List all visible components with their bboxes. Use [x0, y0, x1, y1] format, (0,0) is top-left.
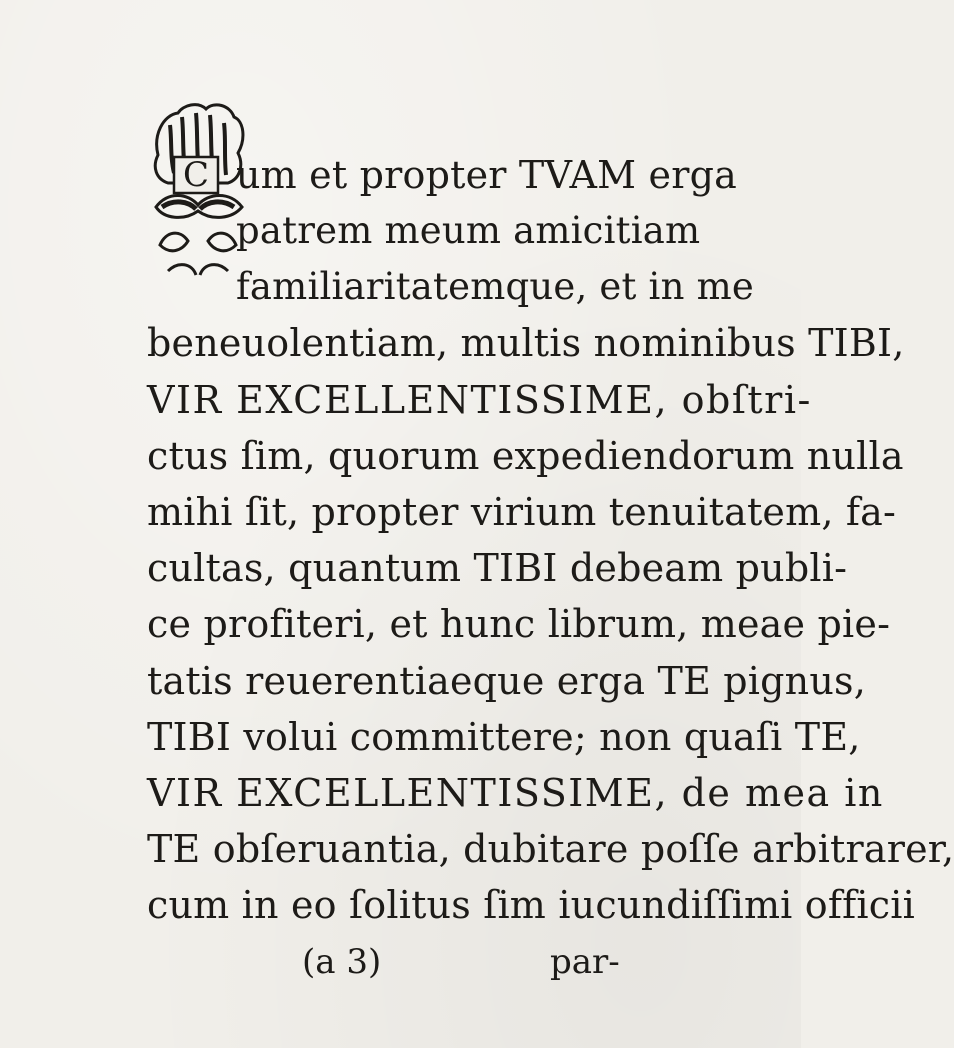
text-line: um et propter TVAM erga [236, 153, 737, 197]
text-line: cultas, quantum TIBI debeam publi- [147, 546, 848, 590]
decorated-initial-c-icon [148, 95, 248, 300]
text-line: tatis reuerentiaeque erga TE pignus, [147, 659, 867, 703]
svg-text:C: C [182, 155, 210, 195]
catchword: par- [550, 942, 620, 982]
text-line: cum in eo ſolitus ſim iucundiſſimi officii [147, 883, 915, 927]
text-line: TE obſeruantia, dubitare poſſe arbitrarer, [147, 827, 954, 871]
text-line: ctus ſim, quorum expediendorum nulla [147, 434, 904, 478]
text-line: familiaritatemque, et in me [236, 265, 754, 308]
text-line: VIR EXCELLENTISSIME, obſtri- [147, 378, 812, 422]
signature-mark: (a 3) [302, 942, 382, 982]
text-line: TIBI volui committere; non quaſi TE, [147, 715, 861, 759]
text-line: patrem meum amicitiam [236, 209, 701, 252]
text-line: ce profiteri, et hunc librum, meae pie- [147, 602, 891, 646]
text-line: mihi ſit, propter virium tenuitatem, fa- [147, 490, 897, 534]
text-line: VIR EXCELLENTISSIME, de mea in [147, 771, 884, 815]
text-line: beneuolentiam, multis nominibus TIBI, [147, 321, 905, 365]
